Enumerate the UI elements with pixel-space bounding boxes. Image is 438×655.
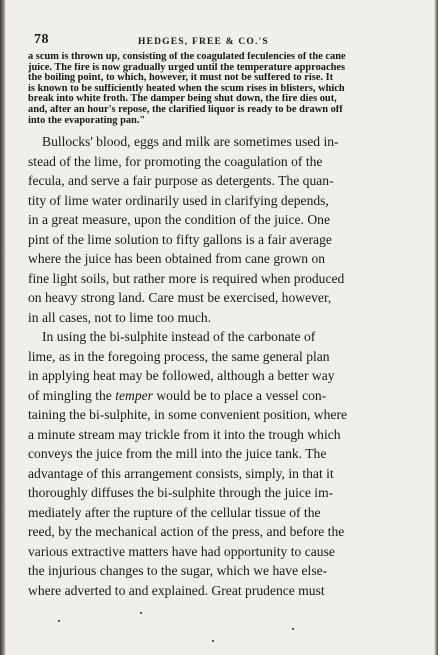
text-segment: would be to place a vessel con- (152, 387, 327, 403)
text-segment: of mingling the (28, 387, 116, 403)
text-line: mediately after the rupture of the cellular tissue of the (28, 504, 321, 520)
ink-speck (58, 620, 60, 622)
paragraph-2 (28, 327, 418, 600)
text-line: reed, by the mechanical action of the press, and before the (28, 524, 345, 540)
ink-speck (292, 628, 294, 630)
paragraph-1 (28, 132, 418, 327)
text-line: various extractive matters have had opportunity to cause (28, 543, 335, 559)
book-page (22, 30, 420, 600)
quote-line: into the evaporating pan." (28, 115, 146, 126)
page-number: 78 (34, 32, 49, 47)
page-edge-left (0, 0, 6, 655)
text-line: on heavy strong land. Care must be exercised, however, (28, 290, 332, 306)
quote-line: break into white froth. The damper being shut down, the fire dies out, (28, 94, 337, 105)
text-line: advantage of this arrangement consists, simply, in that it (28, 465, 334, 481)
quote-line: juice. The fire is now gradually urged until the temperature approaches (28, 62, 346, 73)
quote-line: and, after an hour's repose, the clarified liquor is ready to be drawn off (28, 104, 343, 115)
quote-line: a scum is thrown up, consisting of the coagulated feculencies of the cane (28, 52, 346, 62)
page-edge-right (434, 0, 438, 655)
quoted-passage (28, 52, 416, 126)
ink-speck (140, 612, 142, 614)
text-line: where the juice has been obtained from cane grown on (28, 251, 326, 267)
text-line: in all cases, not to lime too much. (28, 309, 212, 325)
text-line: the injurious changes to the sugar, which we have else- (28, 563, 328, 579)
text-line: pint of the lime solution to fifty gallons is a fair average (28, 231, 332, 247)
text-line: in a great measure, upon the condition of the juice. One (28, 212, 330, 228)
text-line: in applying heat may be followed, although a better way (28, 368, 335, 384)
italic-word: temper (115, 387, 153, 403)
text-line: fecula, and serve a fair purpose as detergents. The quan- (28, 173, 334, 189)
text-line: fine light soils, but rather more is required when produced (28, 270, 345, 286)
text-line: Bullocks' blood, eggs and milk are sometimes used in- (42, 134, 339, 150)
text-line: taining the bi-sulphite, in some convenient position, where (28, 407, 348, 423)
running-head: HEDGES, FREE & CO.'S (138, 37, 269, 47)
body-text (28, 132, 418, 600)
text-line: lime, as in the foregoing process, the same general plan (28, 348, 330, 364)
text-line: a minute stream may trickle from it into the trough which (28, 426, 341, 442)
page-header (22, 30, 420, 52)
text-line: thoroughly diffuses the bi-sulphite through the juice im- (28, 485, 334, 501)
quote-line: is known to be sufficiently heated when the scum rises in blisters, which (28, 83, 345, 94)
text-line: conveys the juice from the mill into the juice tank. The (28, 446, 327, 462)
quote-line: the boiling point, to which, however, it must not be suffered to rise. It (28, 73, 334, 84)
text-line: stead of the lime, for promoting the coagulation of the (28, 153, 323, 169)
ink-speck (212, 640, 214, 642)
text-line (28, 386, 418, 406)
text-line: In using the bi-sulphite instead of the carbonate of (42, 329, 316, 345)
text-line: where adverted to and explained. Great prudence must (28, 582, 325, 598)
text-line: tity of lime water ordinarily used in clarifying depends, (28, 192, 329, 208)
